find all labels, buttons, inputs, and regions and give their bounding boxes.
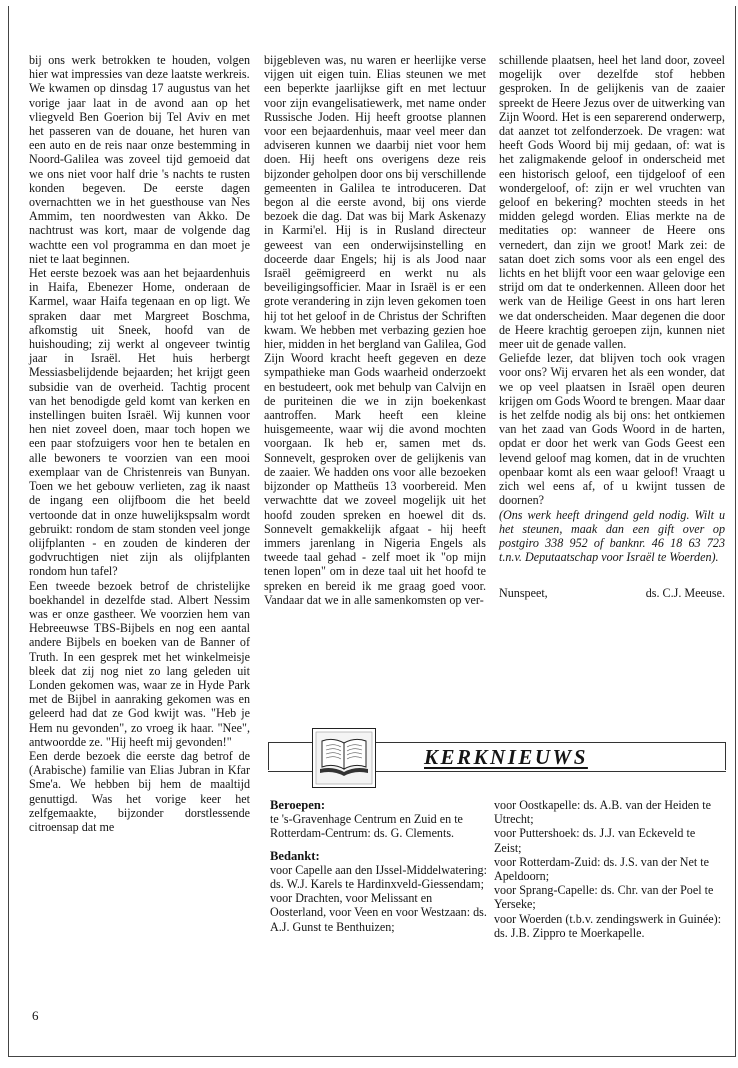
news-item: voor Puttershoek: ds. J.J. van Eckeveld te Zeist; xyxy=(494,826,696,855)
article-column-1 xyxy=(29,53,250,834)
church-news-column-1 xyxy=(270,798,488,934)
news-item: voor Sprang-Capelle: ds. Chr. van der Poel te Yerseke; xyxy=(494,883,714,912)
news-item: voor Woerden (t.b.v. zendingswerk in Guinée): ds. J.B. Zippro te Moerkapelle. xyxy=(494,911,722,940)
banner-title: KERKNIEUWS xyxy=(424,745,588,769)
article-column-2 xyxy=(264,53,486,607)
paragraph: We kwamen op dinsdag 17 augustus van het vorige jaar laat in de avond aan op het vliegveld Ben Goerion bij Tel Aviv en met het passeren van de douane, het huren van een auto en de reis naar onze bestemming in Noord-Galilea was zoveel tijd gemoeid dat we ons niet voor half drie 's nachts te rusten konden begeven. De eerste dagen overnachtten we in het guesthouse van Nes Ammim, ten noordwesten van Akko. De nachtrust was kort, maar de volgende dag wachtte een vol programma en dan moet je niet te laat beginnen. xyxy=(29,81,250,266)
paragraph: Een tweede bezoek betrof de christelijke boekhandel in dezelfde stad. Albert Nessim was er onze gastheer. We voorzien hem van Hebreeuwse TBS-Bijbels en nog een aantal andere Bijbels en boeken van de Banner of Truth. In een gesprek met het winkelmeisje bleek dat zij nog niet zo lang geleden uit Londen gekomen was, waar ze in Hyde Park met de Bijbel in aanraking gekomen was en geleerd had dat ze God kwijt was. "Heb je Hem nu gevonden", zo vroeg ik haar. "Nee", antwoordde ze. "Hij heeft mij gevonden!" xyxy=(29,578,250,749)
signature-place: Nunspeet, xyxy=(499,586,548,601)
paragraph: Geliefde lezer, dat blijven toch ook vragen voor ons? Wij ervaren het als een wonder, dat we op veel plaatsen in Israël open deuren krijgen om Gods Woord te brengen. Maar daar is het zelfde nodig als bij ons: het ontkiemen van het zaad van Gods Woord in de harten, opdat er door het werk van Gods Geest een levend geloof mag komen, dat in de vruchten openbaar komt als een waar geloof! Vraagt u zich wel eens af, of u kwijnt tussen de doornen? xyxy=(499,351,725,508)
kerknieuws-banner xyxy=(268,728,726,790)
bedankt-heading: Bedankt: xyxy=(270,848,320,863)
news-item: voor Oostkapelle: ds. A.B. van der Heiden te Utrecht; xyxy=(494,798,711,827)
beroepen-heading: Beroepen: xyxy=(270,798,326,812)
open-bible-icon xyxy=(312,728,376,788)
signature-line xyxy=(499,586,725,600)
donation-appeal: (Ons werk heeft dringend geld nodig. Wilt u het steunen, maak dan een gift over op postgiro 338 952 of banknr. 46 18 63 723 t.n.v. Deputaatschap voor Israël te Woerden). xyxy=(499,507,725,565)
paragraph: schillende plaatsen, heel het land door, zoveel mogelijk over dezelfde stof hebben gesproken. In de gelijkenis van de zaaier spreekt de Heere Jezus over de uitwerking van Zijn Woord. Het is een separerend onderwerp, dat aanzet tot zelfonderzoek. De vragen: wat heeft Gods Woord bij mij gedaan, of: wat is het zaligmakende geloof in onderscheid met een historisch geloof, een tijdgeloof of een wondergeloof, of: zijn er wel vruchten van geloof en bekering? mochten steeds in het midden gelegd worden. Elias merkte na de meditaties op: wanneer de Heere ons vernedert, dan zijn we groot! Mark zei: de satan doet zich soms voor als een engel des lichts en het blijft voor een waar gelovige een strijd om dat te onderkennen. Alleen door het werk van de Heilige Geest in ons hart leren we dat onderscheiden. Maar degenen die door de Heere krachtig geroepen zijn, kunnen niet meer uit de genade vallen. xyxy=(499,53,725,352)
paragraph: Het eerste bezoek was aan het bejaardenhuis in Haifa, Ebenezer Home, onderaan de Karmel, waar Haifa tegenaan en op ligt. We spraken daar met Margreet Boschma, afkomstig uit Sneek, hoofd van de huishouding; zij werkt al ongeveer twintig jaar in Israël. Het huis herbergt Messiasbelijdende bejaarden; het krijgt geen subsidie van de overheid. Tachtig procent van het benodigde geld komt van kerken en instellingen buiten Israël. Wij kunnen voor hen niet zoveel doen, maar toch hopen we een paar stofzuigers voor hen te betalen en alle bewoners te voorzien van een mooi exemplaar van de Christenreis van Bunyan. Toen we het gebouw verlieten, zag ik naast de ingang een olijfboom die het beeld vertoonde dat in onze huwelijkspsalm wordt gebruikt: rondom de stam stonden veel jonge olijfplanten - en zouden de kinderen der godvruchtigen niet zijn als olijfplanten rondom hun tafel? xyxy=(29,266,250,579)
news-item: te 's-Gravenhage Centrum en Zuid en te Rotterdam-Centrum: ds. G. Clements. xyxy=(270,812,463,841)
news-item: voor Capelle aan den IJssel-Middelwatering: ds. W.J. Karels te Hardinxveld-Giessendam; xyxy=(270,862,487,892)
news-item: voor Drachten, voor Melissant en Oosterland, voor Veen en voor Westzaan: ds. A.J. Gunst te Benthuizen; xyxy=(270,891,487,934)
church-news-column-2 xyxy=(494,798,724,940)
paragraph: bijgebleven was, nu waren er heerlijke verse vijgen uit eigen tuin. Elias steunen we met een beperkte jaarlijkse gift en met lectuur voor zijn evangelisatiewerk, met name onder Russische Joden. Hij heeft grootse plannen voor een bejaardenhuis, maar veel meer dan adviseren kunnen we daarbij niet voor hem doen. Hij heeft ons overigens deze reis bijzonder geholpen door ons bij verschillende gemeenten in Galilea te introduceren. Dat begon al die eerste avond, bij ons vierde bezoek die dag. Dat was bij Mark Askenazy in Karmi'el. Hij is in Rusland directeur geweest van een onderwijsinstelling en doceerde daar Engels; hij is als Jood naar Israël geëmigreerd en werkt nu als beveiligingsofficier. Maar in Israël is er een grote verandering in zijn leven gekomen toen hij tot het geloof in de Christus der Schriften kwam. We hebben met verbazing gezien hoe hier, midden in het bergland van Galilea, God Zijn Woord kracht heeft gegeven en deze sympathieke man Gods waarheid onderzoekt en bestudeert, ook met behulp van Calvijn en de puriteinen die we in zijn boekenkast aantroffen. Mark heeft een kleine huisgemeente, waar wij die avond mochten voorgaan. Ik heb er, samen met ds. Sonnevelt, gesproken over de gelijkenis van de zaaier. We hadden ons voor alle bezoeken bijzonder op Mattheüs 13 voorbereid. Men verwachtte dat we zoveel mogelijk uit het hoofd zouden spreken en hoewel dit ds. Sonnevelt gemakkelijk afgaat - hij heeft immers jarenlang in Nigeria Engels als tweede taal gehad - zelf moet ik "op mijn tenen lopen" om in deze taal uit het hoofd te spreken en bereid ik me graag goed voor. Vandaar dat we in alle samenkomsten op ver- xyxy=(264,53,486,607)
page-number: 6 xyxy=(32,1008,39,1023)
news-item: voor Rotterdam-Zuid: ds. J.S. van der Net te Apeldoorn; xyxy=(494,854,709,884)
paragraph: Een derde bezoek die eerste dag betrof de (Arabische) familie van Elias Jubran in Kfar Sme'a. We hebben bij hem de maaltijd genuttigd. Was het vorige keer het zelfgemaakte, bijzonder dorstlessende citroensap dat me xyxy=(29,748,250,834)
signature-name: ds. C.J. Meeuse. xyxy=(645,586,725,601)
article-column-3 xyxy=(499,53,725,601)
paragraph: bij ons werk betrokken te houden, volgen hier wat impressies van deze laatste werkreis. xyxy=(29,53,250,82)
